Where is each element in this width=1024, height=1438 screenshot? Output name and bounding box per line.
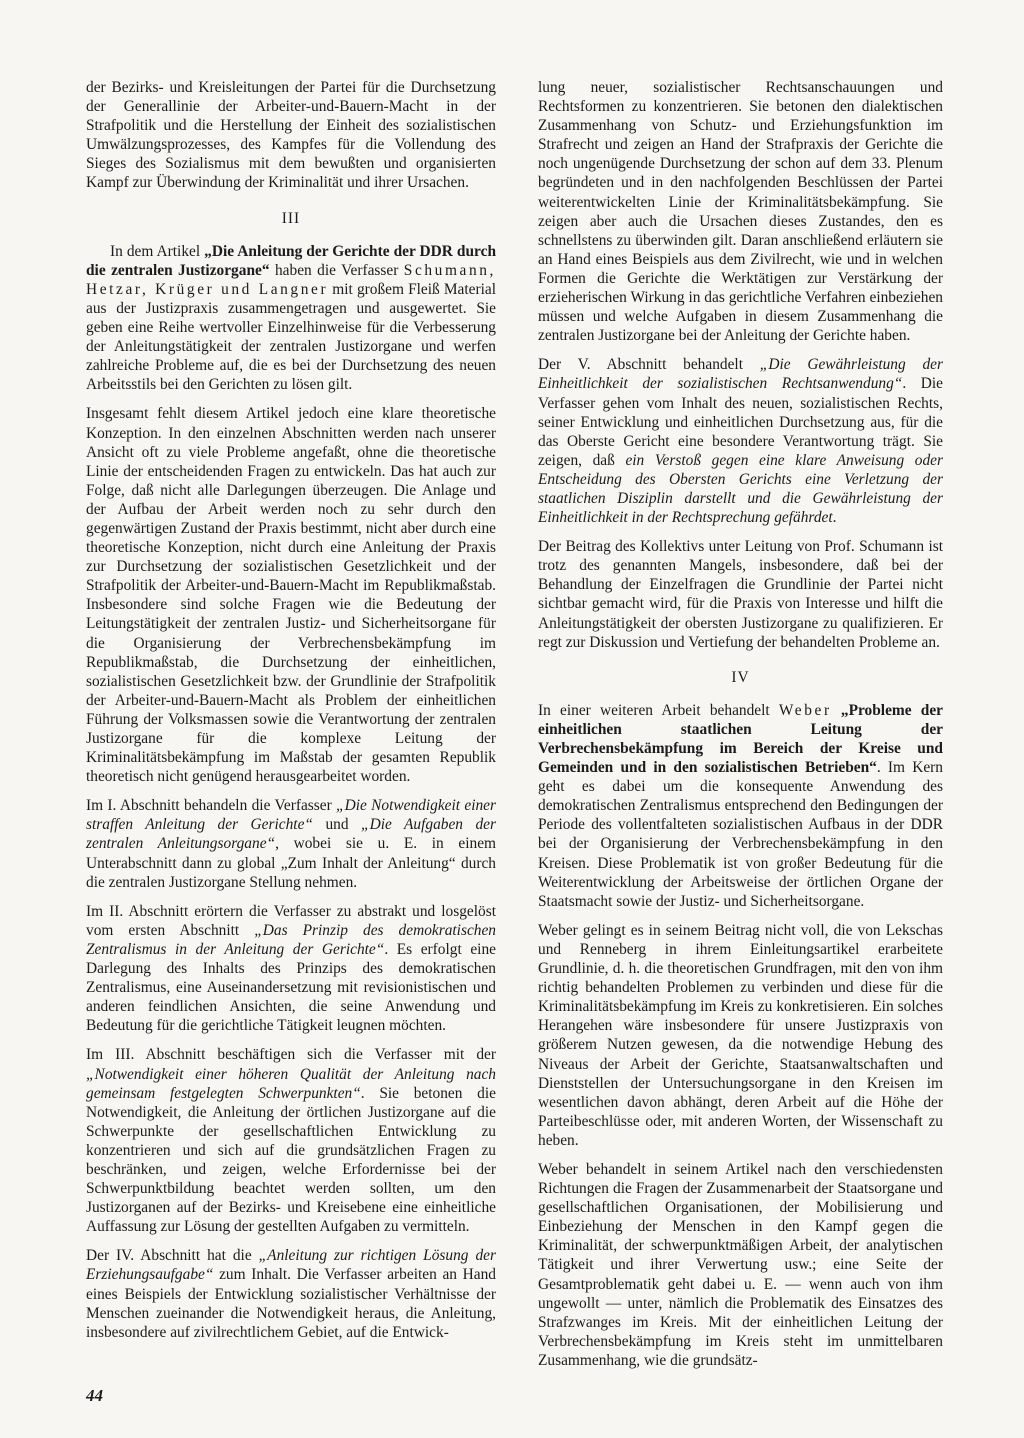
paragraph-section-i [86, 796, 496, 891]
paragraph-section-iv [86, 1246, 496, 1341]
text: zum Inhalt. Die Verfasser arbeiten an Hand eines Beispiels der Entwicklung sozialistischer Verhältnisse der Menschen zueinander die Notwendigkeit heraus, die Anleitung, insbesondere auf zivilrechtlichem Gebiet, auf die Entwick- [86, 1266, 496, 1341]
text: , wobei sie u. E. in einem Unterabschnitt dann zu global „Zum Inhalt der Anleitung“ durch die zentralen Justizorgane Stellung nehmen. [86, 835, 496, 891]
paragraph-assessment: Der Beitrag des Kollektivs unter Leitung von Prof. Schumann ist trotz des genannten Mangels, insbesondere, daß bei der Behandlung der Einzelfragen die Grundlinie der Partei nicht sichtbar gemacht wird, für die Praxis von Interesse und hilft die Anleitungstätigkeit der obersten Justizorgane zu qualifizieren. Er regt zur Diskussion und Vertiefung der behandelten Probleme an. [538, 538, 943, 651]
text: . Die Verfasser gehen vom Inhalt des neuen, sozialistischen Rechts, seiner Entwicklung und einheitlichen Durchsetzung aus, für die das Oberste Gericht eine besondere Verantwortung trägt. Sie zeigen, daß [538, 375, 943, 469]
paragraph-weber-critique: Weber gelingt es in seinem Beitrag nicht voll, die von Lekschas und Renneberg in ihrem Einleitungsartikel erarbeitete Grundlinie, d. h. die theoretischen Grundfragen, mit den von ihm richtig behandelten Problemen zu verbinden und diese für die Kriminalitätsbekämpfung im Kreis zu konkretisieren. Ein solches Herangehen wäre insbesondere für unsere Justizpraxis von größerem Nutzen gewesen, da die notwendige Hebung des Niveaus der Arbeit der Gerichte, Staatsanwaltschaften und Dienststellen der Untersuchungsorgane in den Kreisen im wesentlichen davon abhängt, deren Arbeit auf die Höhe der Parteibeschlüsse oder, mit anderen Worten, der Wissenschaft zu heben. [538, 921, 943, 1149]
right-column [538, 78, 943, 1380]
paragraph-section-iii [86, 1045, 496, 1236]
text: In einer weiteren Arbeit behandelt [538, 701, 779, 719]
quoted-title: „Das Prinzip des demokratischen Zentralismus in der Anleitung der Gerichte“ [86, 921, 496, 958]
text: . Sie betonen die Notwendigkeit, die Anleitung der örtlichen Justizorgane auf die Schwerpunkte der gesellschaftlichen Entwicklung zu konzentrieren und sich auf die grundsätzlichen Fragen zu beschränken, und zeigen, welche Erfordernisse bei der Schwerpunktbildung beachtet werden sollten, um den Justizorganen auf der Bezirks- und Kreisebene eine einheitliche Auffassung zur Lösung der gestellten Aufgaben zu vermitteln. [86, 1084, 496, 1236]
italic-emphasis: ein Verstoß gegen eine klare Anweisung oder Entscheidung des Obersten Gerichts eine Verletzung der staatlichen Disziplin darstellt und die Gewährleistung der Einheitlichkeit in der Rechtsprechung gefährdet [538, 451, 943, 527]
paragraph-critique: Insgesamt fehlt diesem Artikel jedoch eine klare theoretische Konzeption. In den einzelnen Abschnitten werden nach unserer Ansicht oft zu viele Probleme angefaßt, ohne die theoretische Linie der entscheidenden Fragen zu entwickeln. Das hat auch zur Folge, daß nicht alle Darlegungen überzeugen. Die Anlage und der Aufbau der Arbeit werden noch zu sehr durch den gegenwärtigen Zustand der Praxis bestimmt, nicht aber durch eine theoretische Konzeption, nicht durch eine Anleitung der Praxis zur Durchsetzung der sozialistischen Gesetzlichkeit und der Strafpolitik der Arbeiter-und-Bauern-Macht im Republikmaßstab. Insbesondere sind solche Fragen wie die Bedeutung der Leitungstätigkeit der zentralen Justiz- und Sicherheitsorgane für die Organisierung der Verbrechensbekämpfung im Republikmaßstab, die Durchsetzung der einheitlichen, sozialistischen Gesetzlichkeit bzw. der Grundlinie der Strafpolitik der Arbeiter-und-Bauern-Macht als Problem der einheitlichen Führung der Volksmassen sowie die Verantwortung der zentralen Justizorgane für die komplexe Leitung der Kriminalitätsbekämpfung im Maßstab der gesamten Republik theoretisch nicht genügend herausgearbeitet worden. [86, 405, 496, 786]
author-names: Schumann, Hetzar, Krüger und Langner [86, 261, 497, 298]
paragraph-section-v [538, 355, 943, 527]
text: . Im Kern geht es dabei um die konsequente Anwendung des demokratischen Zentralismus entsprechend den Bedingungen der Periode des vollentfalteten sozialistischen Aufbaus in der DDR bei der Organisierung der Verbrechensbekämpfung in den Kreisen. Diese Problematik ist von großer Bedeutung für die Weiterentwicklung der Arbeitsweise der örtlichen Organe der Staatsmacht sowie der Justiz- und Sicherheitsorgane. [538, 759, 944, 910]
text: Im I. Abschnitt behandeln die Verfasser [86, 797, 337, 815]
article-title: „Die Anleitung der Gerichte der DDR durch die zentralen Justizorgane“ [86, 242, 496, 279]
text: Im III. Abschnitt beschäftigen sich die Verfasser mit der [86, 1046, 496, 1064]
quoted-title: „Die Aufgaben der zentralen Anleitungsorgane“ [86, 816, 497, 853]
paragraph-weber-intro [538, 701, 943, 911]
text: Der IV. Abschnitt hat die [86, 1247, 259, 1265]
text: . [832, 509, 837, 527]
article-title: „Probleme der einheitlichen staatlichen Leitung der Verbrechensbekämpfung im Bereich der Kreise und Gemeinden und in den sozialistischen Betrieben“ [538, 701, 944, 777]
paragraph-article-intro [86, 242, 496, 395]
paragraph-intro: der Bezirks- und Kreisleitungen der Partei für die Durchsetzung der Generallinie der Arbeiter-und-Bauern-Macht in der Strafpolitik und die Herstellung der Einheit des sozialistischen Umwälzungsprozesses, des Kampfes für die Vollendung des Sieges des Sozialismus mit dem bewußten und organisierten Kampf zur Überwindung der Kriminalität und ihrer Ursachen. [86, 79, 496, 192]
text: mit großem Fleiß Material aus der Justizpraxis zusammengetragen und ausgewertet. Sie geben eine Reihe wertvoller Einzelhinweise für die Verbesserung der Anleitungstätigkeit der zentralen Justizorgane und werfen zahlreiche Probleme auf, die es bei der Durchsetzung des neuen Arbeitsstils bei den Gerichten zu lösen gilt. [86, 280, 496, 394]
section-heading-iv: IV [731, 668, 750, 686]
text: . Es erfolgt eine Darlegung des Inhalts des Prinzips des demokratischen Zentralismus, eine Auseinandersetzung mit revisionistischen und anderen feindlichen Ansichten, die seine Anwendung und Bedeutung für die gerichtliche Tätigkeit leugnen möchten. [86, 940, 496, 1035]
paragraph-weber-topics: Weber behandelt in seinem Artikel nach den verschiedensten Richtungen die Fragen der Zusammenarbeit der Staatsorgane und gesellschaftlichen Organisationen, der Mobilisierung und Einbeziehung der Menschen in den Kampf gegen die Kriminalität, der schwerpunktmäßigen Arbeit, der analytischen Tätigkeit und ihrer Verwertung usw.; eine Seite der Gesamtproblematik geht dabei u. E. — wenn auch von ihm ungewollt — unter, nämlich die Problematik des Einsatzes des Strafzwanges im Kreis. Mit der einheitlichen Leitung der Verbrechensbekämpfung im Kreis steht im unmittelbaren Zusammenhang, wie die grundsätz- [538, 1160, 943, 1369]
text: Der V. Abschnitt behandelt [538, 356, 760, 374]
quoted-title: „Anleitung zur richtigen Lösung der Erziehungsaufgabe“ [86, 1247, 496, 1284]
quoted-title: „Notwendigkeit einer höheren Qualität der Anleitung nach gemeinsam festgelegten Schwerpunkten“ [86, 1065, 496, 1102]
text: Im II. Abschnitt erörtern die Verfasser zu abstrakt und losgelöst vom ersten Abschnitt [86, 902, 496, 939]
left-column [86, 78, 496, 1352]
section-heading-iii: III [281, 209, 301, 227]
quoted-title: „Die Notwendigkeit einer straffen Anleitung der Gerichte“ [86, 797, 496, 834]
page-number: 44 [86, 1386, 103, 1405]
paragraph-continuation: lung neuer, sozialistischer Rechtsanschauungen und Rechtsformen zu konzentrieren. Sie betonen den dialektischen Zusammenhang von Schutz- und Erziehungsfunktion im Strafrecht und zeigen an Hand der Strafpraxis der Gerichte die noch ungenügende Durchsetzung der schon auf dem 33. Plenum begründeten und in den nachfolgenden Beschlüssen der Partei weiterentwickelten Linie der Kriminalitätsbekämpfung. Sie zeigen aber auch die Ursachen dieses Zustandes, den es schnellstens zu überwinden gilt. Daran anschließend erläutern sie an Hand eines Beispiels aus dem Zivilrecht, wie und in welchen Formen die Gerichte die Werktätigen zur Verstärkung der erzieherischen Wirkung in das gerichtliche Verfahren einbeziehen müssen und welche Aufgaben in diesem Zusammenhang die zentralen Justizorgane bei der Anleitung der Gerichte haben. [538, 79, 943, 345]
quoted-title: „Die Gewährleistung der Einheitlichkeit der sozialistischen Rechtsanwendung“ [538, 356, 943, 393]
text: und [312, 816, 362, 834]
text: In dem Artikel [110, 242, 205, 260]
text: haben die Verfasser [269, 261, 404, 279]
author-name: Weber [778, 701, 832, 719]
text [832, 702, 841, 719]
paragraph-section-ii [86, 902, 496, 1036]
